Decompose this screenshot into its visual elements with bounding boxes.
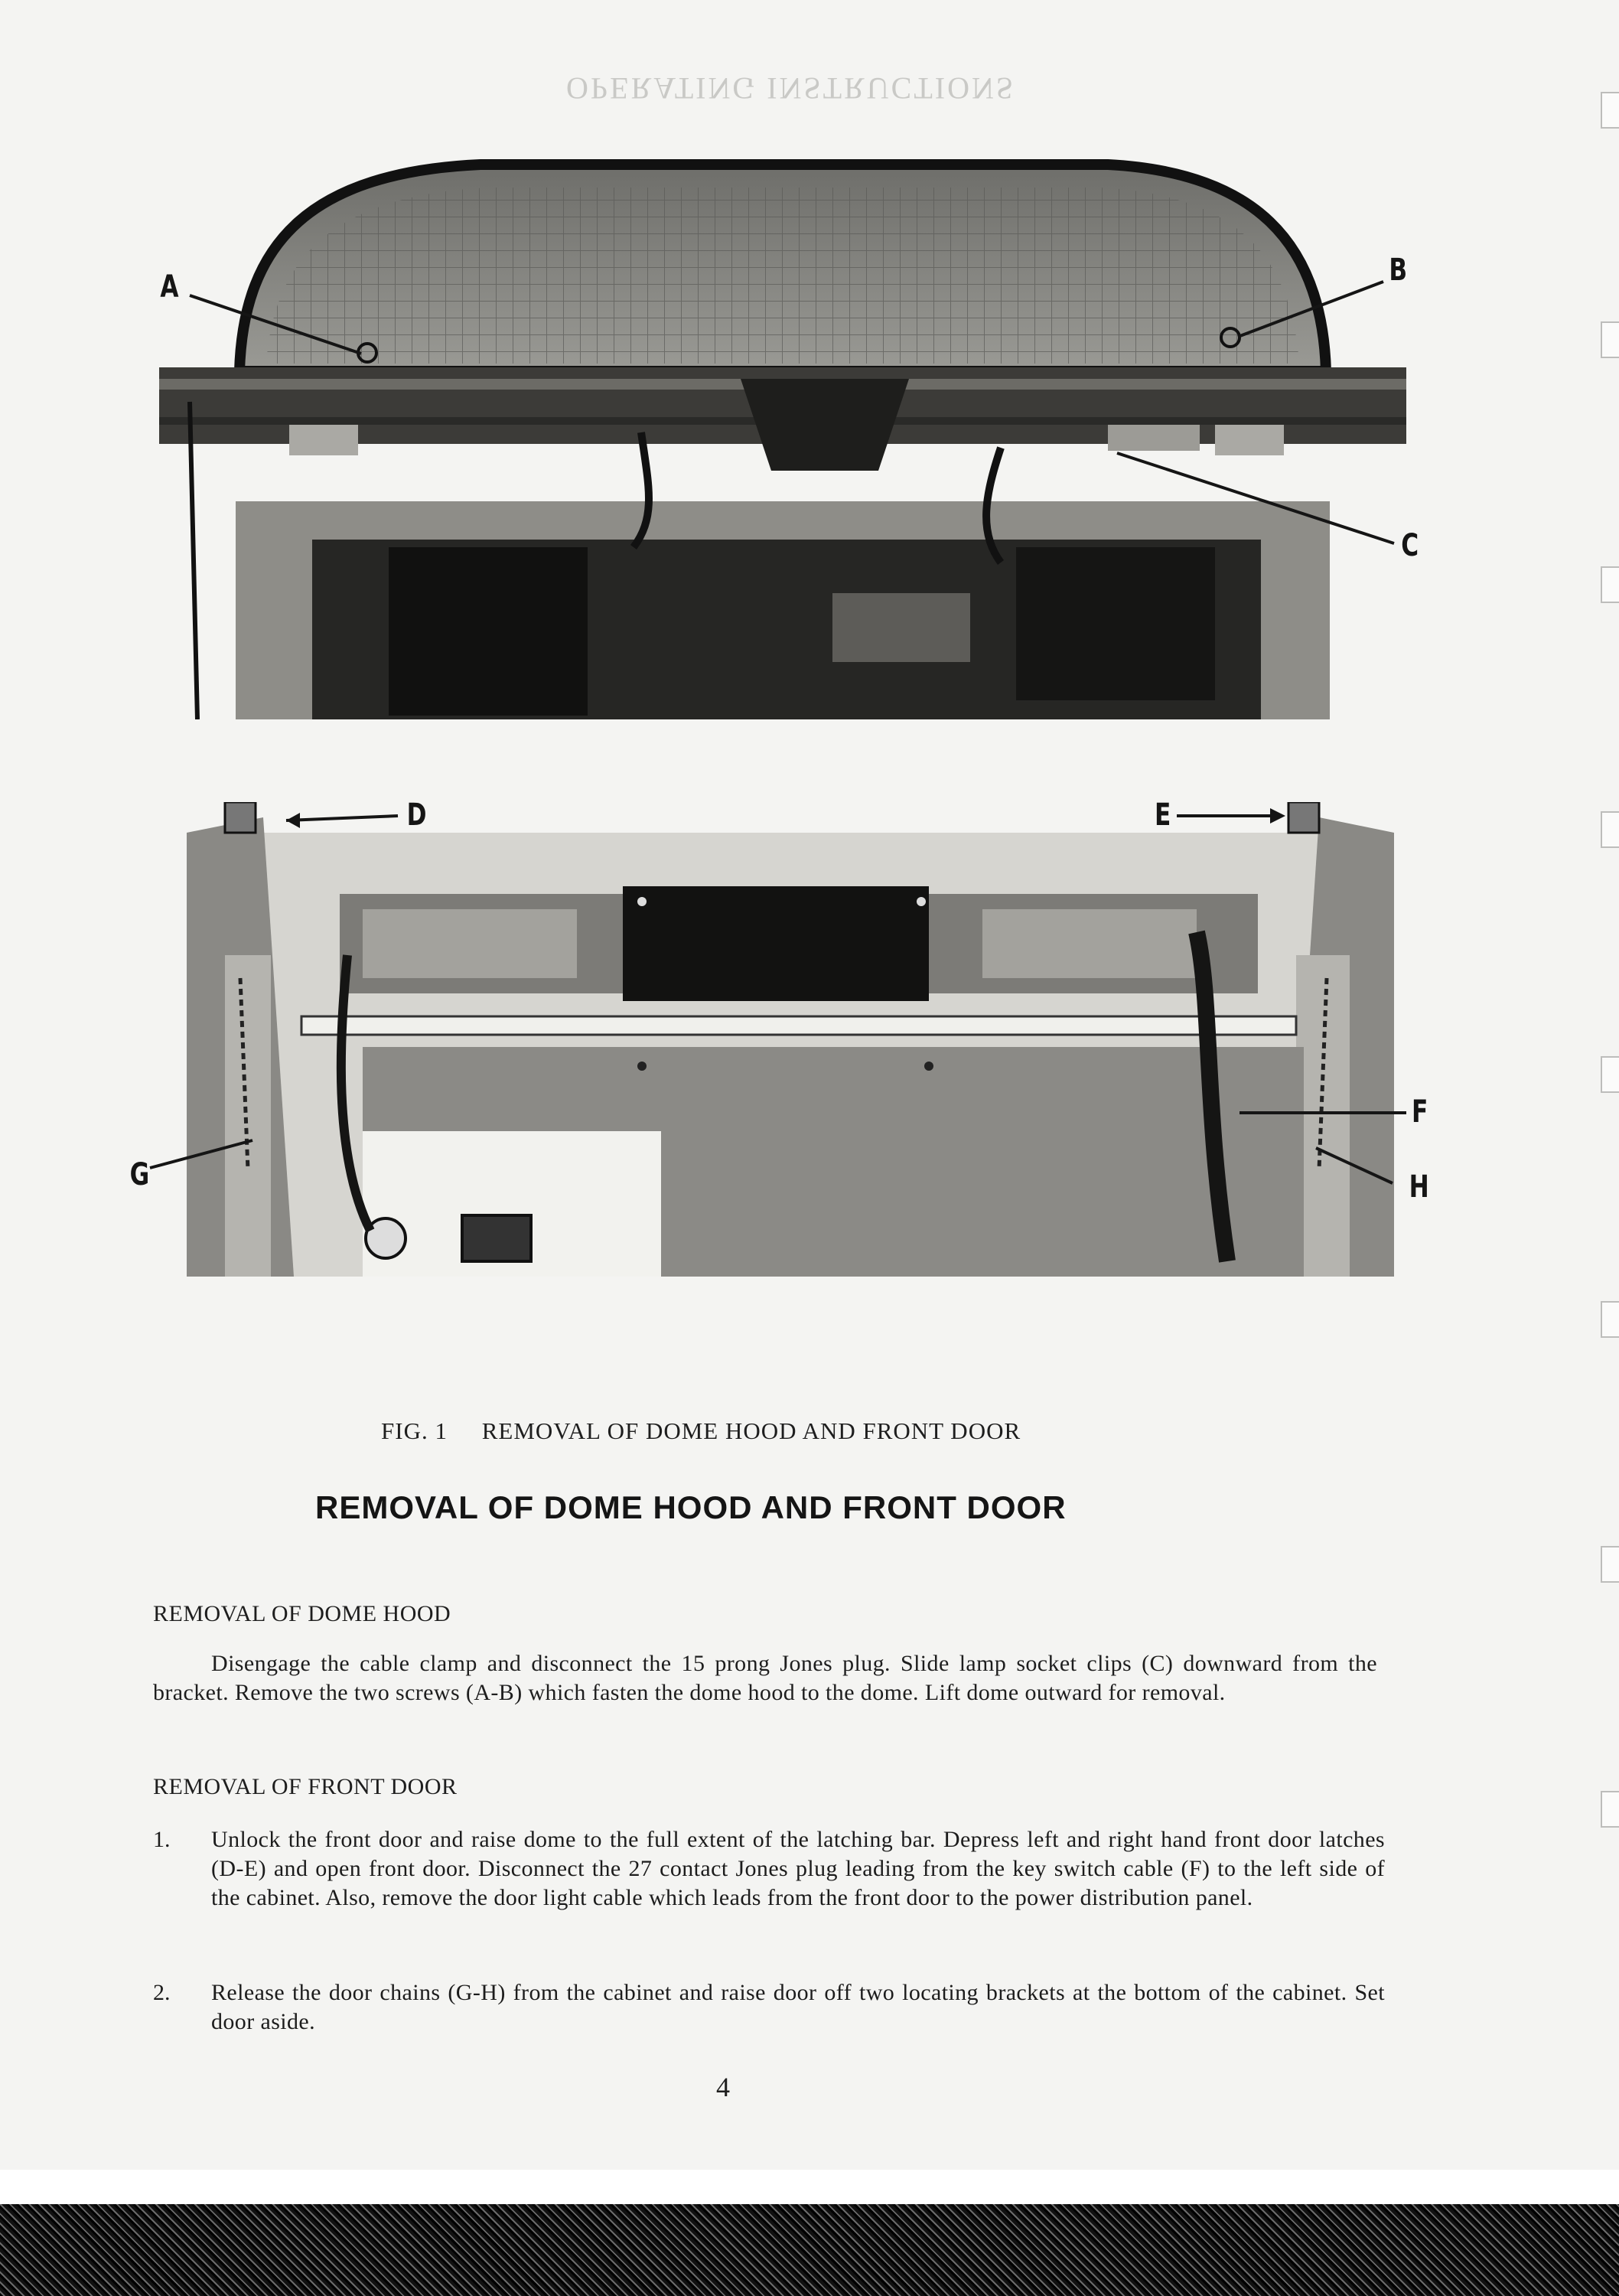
figure-caption-text: REMOVAL OF DOME HOOD AND FRONT DOOR xyxy=(481,1417,1021,1444)
arrowhead-d xyxy=(286,813,300,828)
step-text: Unlock the front door and raise dome to the full extent of the latching bar. Depress left and right hand front door latches (D-E) and open front door. Disconnect the 27 contact Jones plug leading from the key switch cable (F) to the left side of the cabinet. Also, remove the door light cable which leads from the front door to the power distribution panel. xyxy=(211,1827,1385,1910)
callout-g: G xyxy=(129,1157,150,1192)
callout-f: F xyxy=(1412,1094,1428,1130)
callout-c: C xyxy=(1401,528,1419,563)
section-title: REMOVAL OF DOME HOOD AND FRONT DOOR xyxy=(315,1489,1067,1525)
arrowhead-e xyxy=(1270,808,1285,823)
dome-hood-heading: REMOVAL OF DOME HOOD xyxy=(153,1601,451,1626)
leader-line-g xyxy=(150,1140,252,1168)
bleed-through-text: OPERATING INSTRUCTIONS xyxy=(566,71,1016,106)
callout-a: A xyxy=(160,269,179,305)
figure-number: FIG. 1 xyxy=(381,1417,448,1444)
leader-line-d xyxy=(286,816,398,820)
callout-e: E xyxy=(1155,797,1171,833)
scan-artifact-stripe xyxy=(0,2204,1619,2296)
leader-line-h xyxy=(1316,1148,1393,1183)
step-number: 1. xyxy=(153,1827,171,1852)
leader-line-c xyxy=(1117,453,1394,543)
leader-line-a xyxy=(190,295,361,354)
callout-h: H xyxy=(1409,1169,1429,1205)
dome-hood-paragraph: Disengage the cable clamp and disconnect the 15 prong Jones plug. Slide lamp socket clips (C) downward from the bracket. Remove the two screws (A-B) which fasten the dome hood to the dome. Lift dome outward for removal. xyxy=(153,1651,1377,1705)
page-number: 4 xyxy=(716,2072,730,2102)
callout-b: B xyxy=(1389,253,1408,288)
step-text: Release the door chains (G-H) from the cabinet and raise door off two locating brackets at the bottom of the cabinet. Set door aside. xyxy=(211,1980,1385,2034)
callout-d: D xyxy=(406,797,427,833)
step-number: 2. xyxy=(153,1980,171,2005)
front-door-heading: REMOVAL OF FRONT DOOR xyxy=(153,1774,458,1799)
leader-line-b xyxy=(1238,282,1383,337)
figure-caption xyxy=(381,1417,1223,1445)
